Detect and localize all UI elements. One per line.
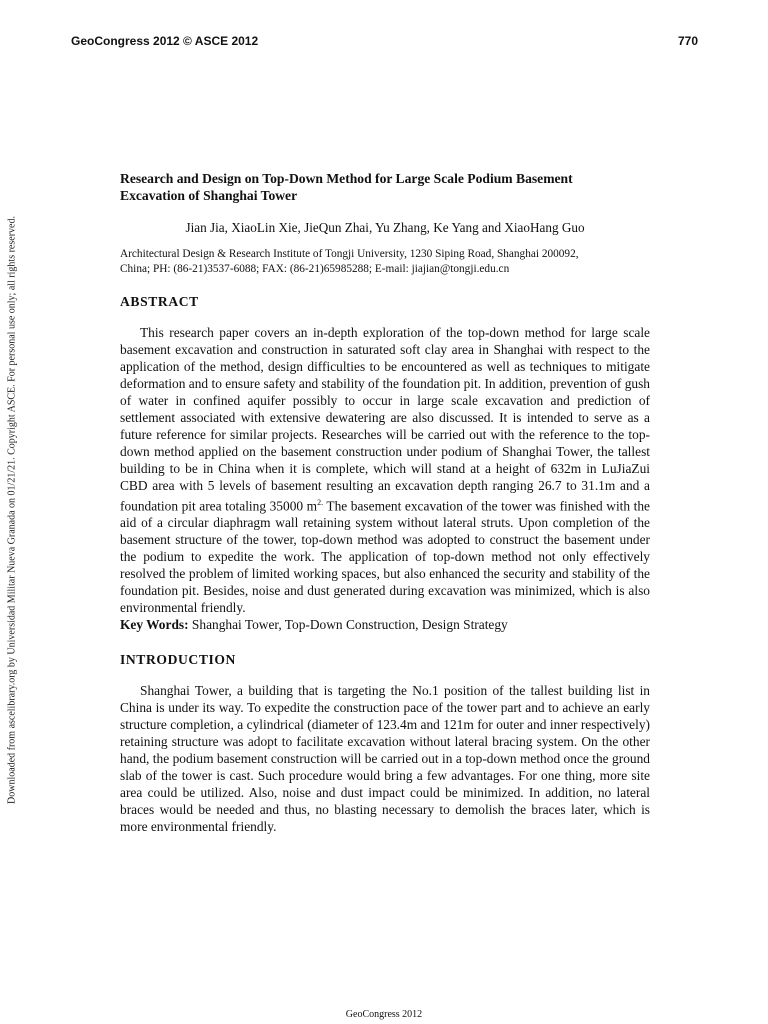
abstract-heading: ABSTRACT xyxy=(120,294,199,309)
paper-title xyxy=(120,170,650,204)
abstract-text: This research paper covers an in-depth exploration of the top-down method for large scale basement excavation and construction in saturated soft clay area in Shanghai with respect to the application of the method, design difficulties to be encountered as well as techniques to mitigate deformation and to ensure safety and stability of the foundation pit. In addition, prevention of gush of water in confined aquifer possibly to occur in large scale excavation and prediction of settlement associated with extensive dewatering are also discussed. It is intended to serve as a future reference for similar projects. Researches will be carried out with the reference to the top-down method applied on the basement construction under podium of Shanghai Tower, the tallest building to be in China when it is complete, which will stand at a height of 632m in LuJiaZui CBD area with 5 levels of basement resulting an excavation depth ranging 26.7 to 31.1m and a foundation pit area totaling 35000 m xyxy=(120,325,650,514)
running-header xyxy=(71,34,698,52)
page-footer: GeoCongress 2012 xyxy=(345,1009,423,1020)
introduction-heading: INTRODUCTION xyxy=(120,652,236,668)
paper-body xyxy=(120,170,650,835)
keywords-label: Key Words: xyxy=(120,617,189,633)
abstract-text-continued: The basement excavation of the tower was finished with the aid of a circular diaphragm wall retaining system without lateral struts. Upon completion of the basement structure of the tower, top-down method was adopted to construct the basement under the podium to expedite the work. The application of top-down method not only effectively resolved the problem of limited working spaces, but also enhanced the security and stability of the foundation pit. Besides, noise and dust generated during excavation was minimized, which is also environmental friendly. xyxy=(120,498,651,616)
affiliation-line-2: China; PH: (86-21)3537-6088; FAX: (86-21)65985288; E-mail: jiajian@tongji.edu.cn xyxy=(120,263,510,275)
title-line-1: Research and Design on Top-Down Method for Large Scale Podium Basement xyxy=(120,171,573,186)
introduction-paragraph: Shanghai Tower, a building that is targeting the No.1 position of the tallest building list in China is under its way. To expedite the construction pace of the tower part and to achieve an early structure completion, a cylindrical (diameter of 123.4m and 121m for outer and inner respectively) retaining structure was adopt to facilitate excavation without lateral bracing system. On the other hand, the podium basement construction will be carried out in a top-down method once the ground slab of the tower is cast. Such procedure would bring a few advantages. For one thing, more site area could be utilized. Also, noise and dust impact could be minimized. In addition, no lateral braces would be needed and thus, no blasting necessary to demolish the braces later, which is more environmental friendly. xyxy=(120,683,650,835)
keywords-line xyxy=(120,616,650,633)
affiliation-line-1: Architectural Design & Research Institute of Tongji University, 1230 Siping Road, Shanghai 200092, xyxy=(120,248,579,260)
title-line-2: Excavation of Shanghai Tower xyxy=(120,188,298,203)
download-notice-sidebar xyxy=(0,0,24,1024)
abstract-paragraph xyxy=(120,324,650,616)
keywords-list: Shanghai Tower, Top-Down Construction, Design Strategy xyxy=(188,617,508,633)
page-number: 770 xyxy=(677,34,698,48)
author-list: Jian Jia, XiaoLin Xie, JieQun Zhai, Yu Zhang, Ke Yang and XiaoHang Guo xyxy=(185,220,585,235)
affiliation xyxy=(120,247,650,277)
journal-header: GeoCongress 2012 © ASCE 2012 xyxy=(71,34,259,48)
download-notice: Downloaded from ascelibrary.org by Universidad Militar Nueva Granada on 01/21/21. Copyright ASCE. For personal use only; all rights reserved. xyxy=(6,216,18,804)
area-unit-superscript: 2. xyxy=(317,498,324,507)
